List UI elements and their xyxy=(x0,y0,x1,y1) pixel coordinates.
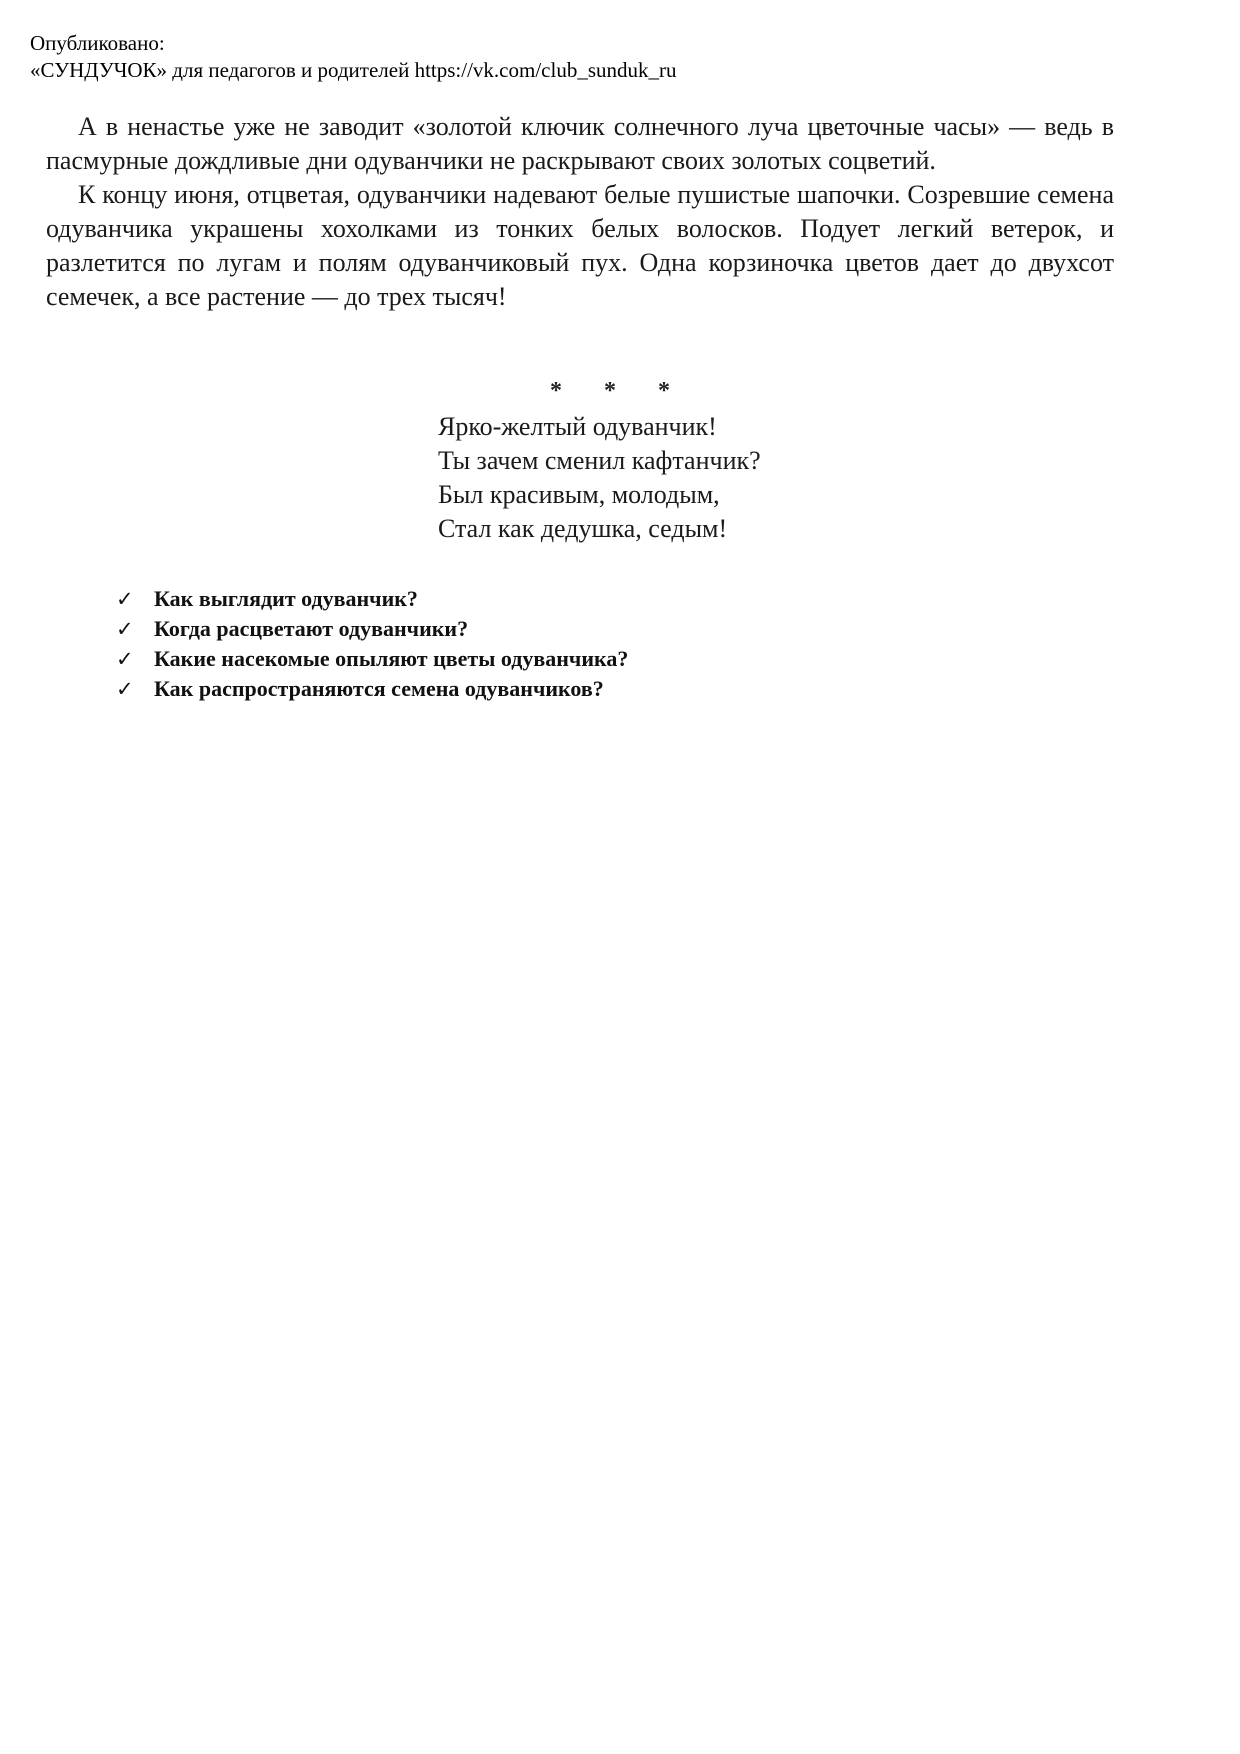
section-separator: * * * xyxy=(550,378,688,404)
question-text: Какие насекомые опыляют цветы одуванчика? xyxy=(154,646,629,671)
published-label: Опубликовано: xyxy=(30,31,165,55)
source-line: «СУНДУЧОК» для педагогов и родителей https://vk.com/club_sunduk_ru xyxy=(30,58,677,82)
list-item xyxy=(116,614,628,644)
poem-line: Ярко-желтый одуванчик! xyxy=(438,412,717,441)
poem xyxy=(438,410,761,546)
paragraph: А в ненастье уже не заводит «золотой ключик солнечного луча цветочные часы» — ведь в пасмурные дождливые дни одуванчики не раскрывают своих золотых соцветий. xyxy=(46,112,1114,175)
list-item xyxy=(116,644,628,674)
checkmark-icon: ✓ xyxy=(116,647,134,671)
question-text: Как выглядит одуванчик? xyxy=(154,586,418,611)
checkmark-icon: ✓ xyxy=(116,677,134,701)
checkmark-icon: ✓ xyxy=(116,587,134,611)
article-body xyxy=(46,110,1114,314)
poem-line: Был красивым, молодым, xyxy=(438,480,720,509)
poem-line: Стал как дедушка, седым! xyxy=(438,514,728,543)
paragraph: К концу июня, отцветая, одуванчики надевают белые пушистые шапочки. Созревшие семена одуванчика украшены хохолками из тонких белых волосков. Подует легкий ветерок, и разлетится по лугам и полям одуванчиковый пух. Одна корзиночка цветов дает до двухсот семечек, а все растение — до трех тысяч! xyxy=(46,180,1114,311)
poem-line: Ты зачем сменил кафтанчик? xyxy=(438,446,761,475)
question-text: Как распространяются семена одуванчиков? xyxy=(154,676,604,701)
list-item xyxy=(116,674,628,704)
list-item xyxy=(116,584,628,614)
question-list xyxy=(116,584,628,704)
publication-header xyxy=(30,30,677,84)
checkmark-icon: ✓ xyxy=(116,617,134,641)
question-text: Когда расцветают одуванчики? xyxy=(154,616,469,641)
